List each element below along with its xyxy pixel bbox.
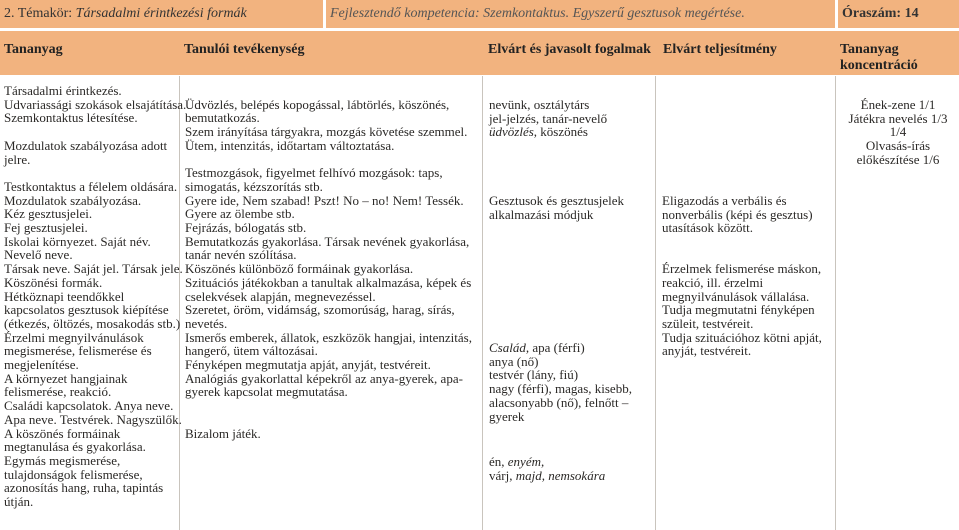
col2-line: Bemutatkozás gyakorlása. Társak nevének gyakorlása,	[185, 233, 470, 249]
header-col-fogalmak: Elvárt és javasolt fogalmak	[488, 42, 651, 57]
col2-line: bemutatkozás.	[185, 110, 260, 126]
col3-line: anya (nő)	[489, 353, 539, 369]
header-col-tananyag: Tananyag	[4, 42, 63, 57]
col2-line: Gyere az ölembe stb.	[185, 206, 295, 222]
col1-line: megjelenítése.	[4, 357, 79, 373]
col2-line: Bizalom játék.	[185, 425, 261, 441]
col4-line: Tudja szituációhoz kötni apját,	[662, 329, 822, 345]
top-divider-2	[835, 0, 838, 28]
col1-line: Fej gesztusjelei.	[4, 220, 88, 236]
col2-line: Ismerős emberek, állatok, eszközök hangjai, intenzitás,	[185, 329, 472, 345]
col4-line: reakció, ill. érzelmi	[662, 274, 764, 290]
col-fogalmak-block2	[489, 194, 624, 221]
top-divider-1	[323, 0, 326, 28]
col2-line: Köszönés különböző formáinak gyakorlása.	[185, 261, 414, 277]
col-fogalmak-block3	[489, 341, 632, 423]
col2-line: gyerek kapcsolat megmutatása.	[185, 384, 348, 400]
col2-line: Szem irányítása tárgyakra, mozgás követése szemmel.	[185, 124, 468, 140]
col1-line: útján.	[4, 494, 34, 510]
col4-line: utasítások között.	[662, 220, 753, 236]
col2-line: tanár nevén szólítása.	[185, 247, 297, 263]
col1-line: A köszönés formáinak	[4, 425, 121, 441]
col2-line	[185, 153, 472, 167]
col1-line: felismerése, reakció.	[4, 384, 112, 400]
column-divider-4	[835, 76, 836, 530]
header-band	[0, 31, 959, 75]
col1-line: Egymás megismerése,	[4, 452, 121, 468]
col1-line: Köszönési formák.	[4, 274, 103, 290]
col1-line: A környezet hangjainak	[4, 370, 128, 386]
col3-line: én, enyém,	[489, 454, 545, 469]
col4-line: megnyilvánulások vállalása.	[662, 288, 810, 304]
col5-line: Ének-zene 1/1	[860, 97, 936, 112]
col1-line: Apa neve. Testvérek. Nagyszülők.	[4, 411, 182, 427]
col3-line: üdvözlés, köszönés	[489, 124, 588, 140]
col1-line: Érzelmi megnyilvánulások	[4, 329, 144, 345]
col2-line	[185, 399, 472, 413]
col2-line: Ütem, intenzitás, időtartam változtatása.	[185, 137, 395, 153]
header-col-teljesitmeny: Elvárt teljesítmény	[663, 42, 777, 57]
col1-line: jelre.	[4, 151, 31, 167]
col2-line: Gyere ide, Nem szabad! Pszt! No – no! Nem! Tessék.	[185, 192, 464, 208]
col3-line: testvér (lány, fiú)	[489, 367, 579, 383]
col1-line: Mozdulatok szabályozása adott	[4, 137, 168, 153]
col1-line: megismerése, felismerése és	[4, 343, 152, 359]
col2-line: Szeretet, öröm, vidámság, szomorúság, harag, sírás,	[185, 302, 455, 318]
col3-line: nagy (férfi), magas, kisebb,	[489, 381, 632, 397]
col2-line: Analógiás gyakorlattal képekről az anya-gyerek, apa-	[185, 370, 463, 386]
col1-line: Mozdulatok szabályozása.	[4, 192, 142, 208]
col-koncentracio	[840, 98, 956, 167]
col3-line: alacsonyabb (nő), felnőtt –	[489, 394, 629, 410]
col4-line	[662, 235, 822, 262]
col2-line	[185, 413, 472, 427]
col-fogalmak-block1	[489, 98, 607, 139]
col3-line: várj, majd, nemsokára	[489, 467, 606, 483]
col4-line: nonverbális (képi és gesztus)	[662, 206, 813, 222]
col5-line: Játékra nevelés 1/3	[848, 110, 948, 126]
col3-line: nevünk, osztálytárs	[489, 97, 590, 112]
col1-line	[4, 125, 186, 139]
col1-line: tulajdonságok felismerése,	[4, 466, 143, 482]
col1-line: (étkezés, öltözés, mosakodás stb.)	[4, 315, 181, 331]
col4-line: Tudja megmutatni fényképen	[662, 302, 815, 318]
col-tevekenyseg	[185, 84, 472, 440]
col1-line: Iskolai környezet. Saját név.	[4, 233, 151, 249]
col-tananyag	[4, 84, 186, 509]
col2-line: hangerő, ütem változásai.	[185, 343, 318, 359]
col3-line: alkalmazási módjuk	[489, 206, 594, 222]
col4-line: Érzelmek felismerése máskon,	[662, 261, 822, 277]
col1-line: Szemkontaktus létesítése.	[4, 110, 138, 126]
col-fogalmak-block4	[489, 455, 605, 482]
col1-line: azonosítás hang, ruha, tapintás	[4, 480, 164, 496]
col2-line: simogatás, kézszorítás stb.	[185, 178, 323, 194]
col1-line: Nevelő neve.	[4, 247, 73, 263]
col2-line: Szituációs játékokban a tanultak alkalmazása, képek és	[185, 274, 472, 290]
col5-line: Olvasás-írás	[865, 138, 931, 154]
col3-line: Gesztusok és gesztusjelek	[489, 193, 625, 208]
col1-line: Kéz gesztusjelei.	[4, 206, 93, 222]
col1-line	[4, 166, 186, 180]
column-divider-2	[482, 76, 483, 530]
column-divider-3	[655, 76, 656, 530]
hours-label: Óraszám: 14	[842, 6, 919, 21]
col1-line: megtanulása és gyakorlása.	[4, 439, 146, 455]
col-teljesitmeny	[662, 194, 822, 358]
col1-line: kapcsolatos gesztusok kiépítése	[4, 302, 169, 318]
col5-line: 1/4	[889, 124, 907, 140]
topic-title: 2. Témakör: Társadalmi érintkezési formák	[4, 6, 247, 21]
col1-line: Hétköznapi teendőkkel	[4, 288, 125, 304]
col2-line: nevetés.	[185, 315, 228, 331]
col1-line: Családi kapcsolatok. Anya neve.	[4, 398, 174, 414]
col4-line: szüleit, testvéreit.	[662, 315, 754, 331]
col1-line: Társadalmi érintkezés.	[4, 83, 122, 98]
col2-line: Fényképen megmutatja apját, anyját, testvéreit.	[185, 357, 431, 373]
band-separator	[0, 28, 959, 31]
col3-line: jel-jelzés, tanár-nevelő	[489, 110, 608, 126]
col1-line: Társak neve. Saját jel. Társak jele.	[4, 261, 183, 277]
col2-line	[185, 84, 472, 98]
header-col-tevekenyseg: Tanulói tevékenység	[184, 42, 305, 57]
header-col-koncentracio-2: koncentráció	[840, 58, 918, 73]
col1-line: Udvariassági szokások elsajátítása.	[4, 96, 187, 112]
col2-line: cselekvések alapján, megnevezéssel.	[185, 288, 376, 304]
col5-line: előkészítése 1/6	[856, 151, 940, 167]
col1-line: Testkontaktus a félelem oldására.	[4, 178, 178, 194]
col2-line: Üdvözlés, belépés kopogással, lábtörlés, köszönés,	[185, 96, 450, 112]
col4-line: Eligazodás a verbális és	[662, 193, 787, 208]
col3-line: Család, apa (férfi)	[489, 340, 585, 355]
col2-line: Fejrázás, bólogatás stb.	[185, 220, 307, 236]
header-col-koncentracio-1: Tananyag	[840, 42, 899, 57]
col2-line: Testmozgások, figyelmet felhívó mozgások: taps,	[185, 165, 443, 181]
col3-line: gyerek	[489, 408, 525, 424]
col4-line: anyját, testvéreit.	[662, 343, 752, 359]
competence-text: Fejlesztendő kompetencia: Szemkontaktus. Egyszerű gesztusok megértése.	[330, 6, 745, 21]
